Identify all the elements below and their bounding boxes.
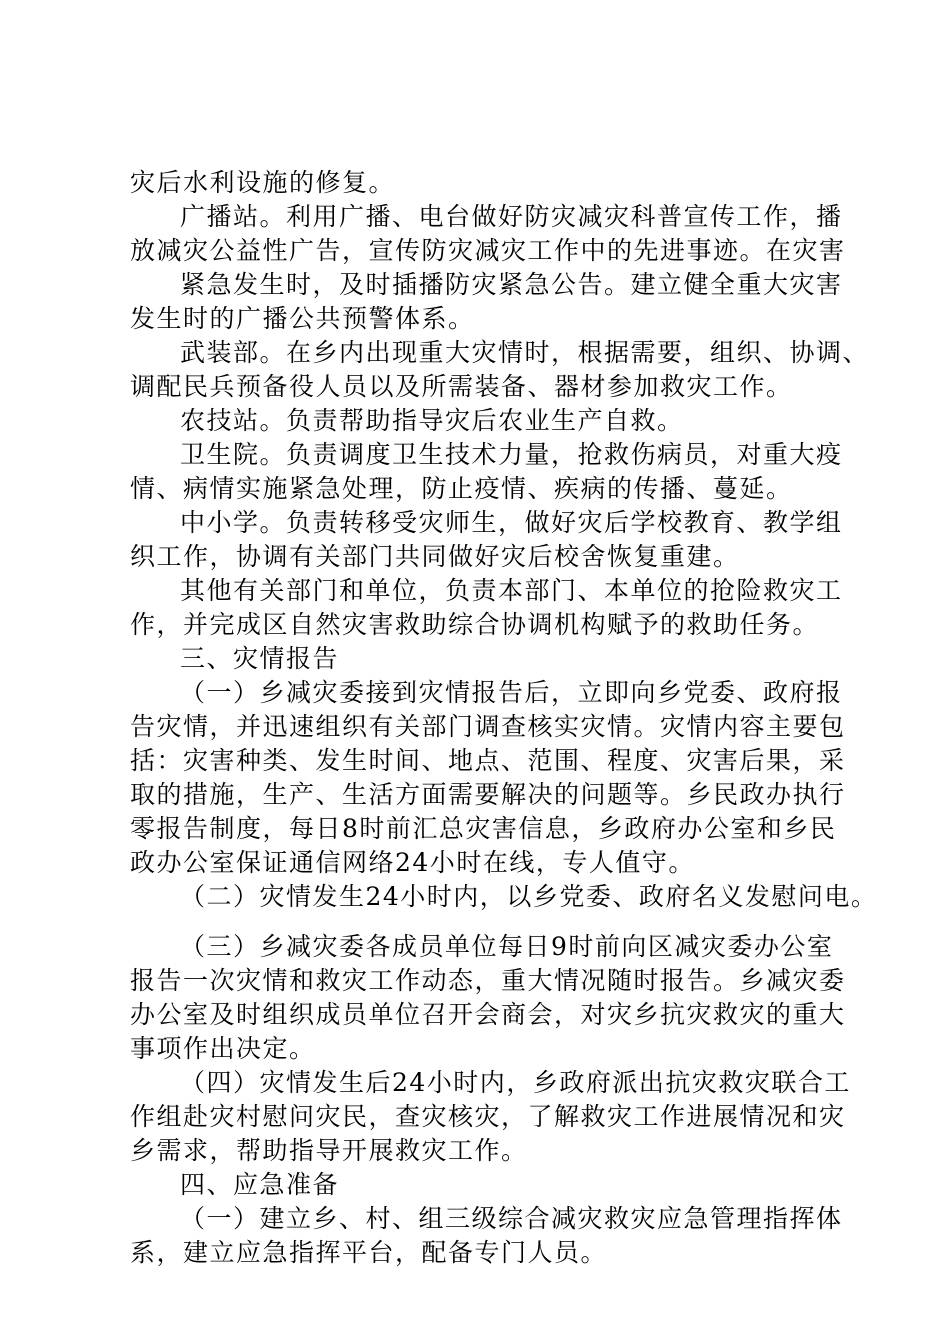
- text-line: 武装部。在乡内出现重大灾情时，根据需要，组织、协调、: [180, 338, 870, 367]
- text-line: 作组赴灾村慰问灾民，查灾核灾，了解救灾工作进展情况和灾: [130, 1102, 846, 1131]
- text-line: 广播站。利用广播、电台做好防灾减灾科普宣传工作，播: [180, 202, 843, 231]
- section-heading: 三、灾情报告: [180, 644, 340, 673]
- text-line: 报告一次灾情和救灾工作动态，重大情况随时报告。乡减灾委: [130, 966, 846, 995]
- text-line: 零报告制度，每日8时前汇总灾害信息，乡政府办公室和乡民: [130, 814, 837, 843]
- text-line: 织工作，协调有关部门共同做好灾后校舍恢复重建。: [130, 542, 740, 571]
- text-line: （四）灾情发生后24小时内，乡政府派出抗灾救灾联合工: [180, 1068, 851, 1097]
- text-line: 卫生院。负责调度卫生技术力量，抢救伤病员，对重大疫: [180, 440, 843, 469]
- text-line: 发生时的广播公共预警体系。: [130, 304, 475, 333]
- text-line: 括：灾害种类、发生时间、地点、范围、程度、灾害后果，采: [130, 746, 846, 775]
- text-line: 作，并完成区自然灾害救助综合协调机构赋予的救助任务。: [130, 610, 820, 639]
- text-line: 情、病情实施紧急处理，防止疫情、疾病的传播、蔓延。: [130, 474, 793, 503]
- text-line: 告灾情，并迅速组织有关部门调查核实灾情。灾情内容主要包: [130, 712, 846, 741]
- text-line: 乡需求，帮助指导开展救灾工作。: [130, 1136, 528, 1165]
- text-line: （二）灾情发生24小时内，以乡党委、政府名义发慰问电。: [180, 882, 878, 911]
- text-line: （三）乡减灾委各成员单位每日9时前向区减灾委办公室: [180, 932, 834, 961]
- text-line: 紧急发生时，及时插播防灾紧急公告。建立健全重大灾害: [180, 270, 843, 299]
- text-line: 调配民兵预备役人员以及所需装备、器材参加救灾工作。: [130, 372, 793, 401]
- text-line: 系，建立应急指挥平台，配备专门人员。: [130, 1238, 608, 1267]
- text-line: 政办公室保证通信网络24小时在线，专人值守。: [130, 848, 695, 877]
- text-line: 放减灾公益性广告，宣传防灾减灾工作中的先进事迹。在灾害: [130, 236, 846, 265]
- text-line: （一）建立乡、村、组三级综合减灾救灾应急管理指挥体: [180, 1204, 843, 1233]
- section-heading: 四、应急准备: [180, 1170, 340, 1199]
- text-line: 中小学。负责转移受灾师生，做好灾后学校教育、教学组: [180, 508, 843, 537]
- text-line: （一）乡减灾委接到灾情报告后，立即向乡党委、政府报: [180, 678, 843, 707]
- text-line: 事项作出决定。: [130, 1034, 316, 1063]
- text-line: 其他有关部门和单位，负责本部门、本单位的抢险救灾工: [180, 576, 843, 605]
- text-line: 取的措施，生产、生活方面需要解决的问题等。乡民政办执行: [130, 780, 846, 809]
- text-line: 农技站。负责帮助指导灾后农业生产自救。: [180, 406, 684, 435]
- text-line: 灾后水利设施的修复。: [130, 168, 396, 197]
- text-line: 办公室及时组织成员单位召开会商会，对灾乡抗灾救灾的重大: [130, 1000, 846, 1029]
